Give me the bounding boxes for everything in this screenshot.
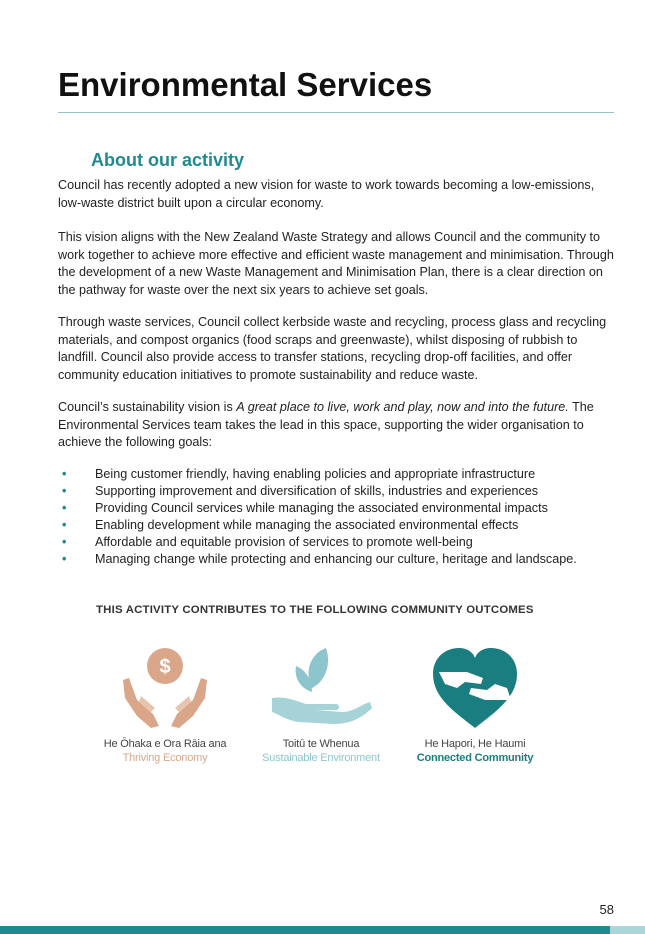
list-item	[58, 517, 618, 534]
goal-text: Supporting improvement and diversification of skills, industries and experiences	[95, 484, 539, 498]
outcome-english-label: Connected Community	[416, 752, 534, 764]
bullet-icon: •	[62, 518, 67, 532]
outcomes-heading: THIS ACTIVITY CONTRIBUTES TO THE FOLLOWING COMMUNITY OUTCOMES	[96, 604, 534, 616]
bullet-icon: •	[62, 552, 67, 566]
sustainability-vision-quote: A great place to live, work and play, now and into the future.	[236, 400, 569, 414]
outcome-english-label: Thriving Economy	[122, 752, 208, 764]
bullet-icon: •	[62, 484, 67, 498]
bullet-icon: •	[62, 501, 67, 515]
paragraph-services: Through waste services, Council collect kerbside waste and recycling, process glass and recycling materials, and compost organics (food scraps and greenwaste), whilst disposing of rubbish to landfill. Council also provide access to transfer stations, recycling drop-off facilities, and offer community education initiatives to promote sustainability and reduce waste.	[58, 315, 607, 382]
list-item	[58, 483, 618, 500]
heart-hands-icon	[425, 642, 525, 732]
list-item	[58, 534, 618, 551]
list-item	[58, 551, 618, 568]
bullet-icon: •	[62, 467, 67, 481]
list-item	[58, 466, 618, 483]
footer-bar	[0, 926, 610, 934]
paragraph-sustainability	[58, 399, 618, 452]
goal-text: Providing Council services while managing the associated environmental impacts	[95, 501, 548, 515]
goals-list	[58, 466, 618, 568]
list-item	[58, 500, 618, 517]
bullet-icon: •	[62, 535, 67, 549]
paragraph-vision: Council has recently adopted a new vision for waste to work towards becoming a low-emissions, low-waste district built upon a circular economy.	[58, 178, 595, 210]
page-title: Environmental Services	[58, 66, 433, 103]
footer-bar-accent	[610, 926, 645, 934]
page-number: 58	[599, 902, 614, 917]
goal-text: Being customer friendly, having enabling policies and appropriate infrastructure	[95, 467, 536, 481]
hand-leaves-icon	[266, 642, 376, 732]
section-heading: About our activity	[91, 150, 245, 170]
svg-text:$: $	[159, 656, 171, 678]
outcome-maori-label: Toitū te Whenua	[282, 738, 360, 750]
outcome-maori-label: He Ōhaka e Ora Rāia ana	[103, 738, 227, 750]
hands-dollar-icon	[115, 642, 215, 732]
sustainability-intro: Council’s sustainability vision is	[58, 400, 237, 414]
outcome-thriving-economy	[90, 642, 240, 764]
outcome-english-label: Sustainable Environment	[262, 752, 380, 764]
goal-text: Affordable and equitable provision of services to promote well-being	[95, 535, 473, 549]
outcome-maori-label: He Hapori, He Haumi	[424, 738, 526, 750]
paragraph-strategy: This vision aligns with the New Zealand Waste Strategy and allows Council and the community to work together to achieve more effective and efficient waste management and minimisation. Through the development of a new Waste Management and Minimisation Plan, there is a clear direction on the pathway for waste over the next six years to achieve set goals.	[58, 230, 614, 297]
goal-text: Managing change while protecting and enhancing our culture, heritage and landscape.	[95, 552, 577, 566]
sustainability-outro: The Environmental Services team takes the lead in this space, supporting the wider organisation to achieve the following goals:	[58, 400, 594, 449]
outcome-sustainable-environment	[246, 642, 396, 764]
title-divider	[58, 112, 614, 113]
outcome-connected-community	[400, 642, 550, 764]
goal-text: Enabling development while managing the associated environmental effects	[95, 518, 519, 532]
